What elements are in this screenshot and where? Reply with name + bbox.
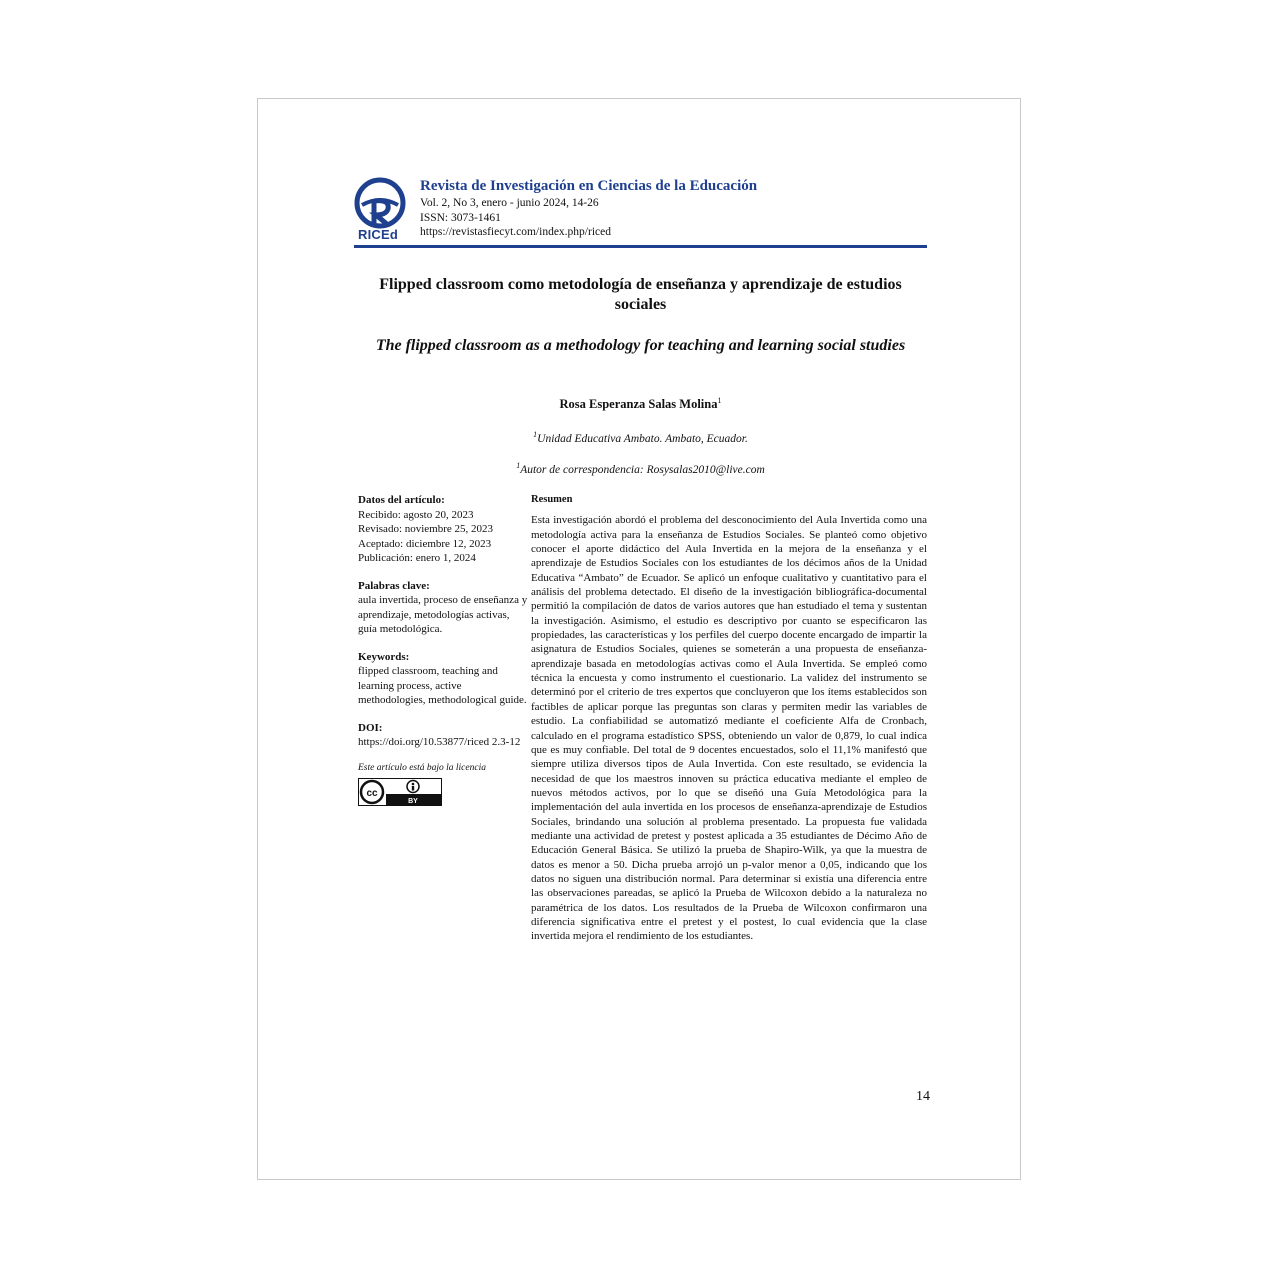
title-english: The flipped classroom as a methodology for teaching and learning social studies	[375, 337, 906, 354]
keywords-spanish	[358, 579, 528, 637]
cc-by-label: BY	[408, 798, 418, 805]
abstract-text: Esta investigación abordó el problema del desconocimiento del Aula Invertida como una metodología activa para la enseñanza de Estudios Sociales. Se planteó como objetivo conocer el aporte didáctico del Aula Invertida en la mejora de la enseñanza y el aprendizaje de Estudios Sociales con los estudiantes de los décimos años de la Unidad Educativa “Ambato” de Ecuador. Se aplicó un enfoque cualitativo y cuantitativo para el análisis del problema detectado. El diseño de la investigación bibliográfica-documental permitió la compilación de datos de varios autores que han estudiado el tema y sustentan la investigación. Asimismo, el estudio es descriptivo por cuanto se especificaron las propiedades, las características y los perfiles del cuerpo docente encargado de impartir la asignatura de Estudios Sociales, quienes se someterán a una propuesta de enseñanza-aprendizaje basada en metodologías activas como el Aula Invertida. Se empleó como técnica la encuesta y como instrumento el cuestionario. La validez del instrumento se determinó por el criterio de tres expertos que concluyeron que los ítems establecidos son factibles de aplicar porque las preguntas son claras y permiten medir las variables de estudio. La confiabilidad se automatizó mediante el coeficiente Alfa de Cronbach, calculado en el programa estadístico SPSS, obteniendo un valor de 0,879, lo cual indica que es muy confiable. Del total de 9 docentes encuestados, solo el 11,1% manifestó que siempre utiliza diversos tipos de Aula Invertida. Con este resultado, se evidencia la necesidad de que los maestros innoven su práctica educativa mediante el empleo de nuevos métodos activos, por lo que se diseñó una Guía Metodológica para la implementación del aula invertida en los procesos de enseñanza-aprendizaje de Estudios Sociales, brindando una solución al problema presentado. La propuesta fue validada mediante una actividad de pretest y postest aplicada a 35 estudiantes de Décimo Año de Educación General Básica. Se utilizó la prueba de Shapiro-Wilk, ya que la muestra de datos es menor a 50. Dicha prueba arrojó un p-valor menor a 0,05, indicando que los datos no siguen una distribución normal. Para determinar si existía una diferencia entre las observaciones pareadas, se aplicó la Prueba de Wilcoxon debido a la naturaleza no paramétrica de los datos. Los resultados de la Prueba de Wilcoxon confirmaron una diferencia significativa entre el pretest y el postest, lo cual evidencia que la clase invertida mejora el rendimiento de los estudiantes.	[531, 514, 927, 943]
doi-heading: DOI:	[358, 721, 383, 734]
accepted-date: Aceptado: diciembre 12, 2023	[358, 537, 492, 550]
author-sup: 1	[717, 396, 722, 405]
journal-url[interactable]: https://revistasfiecyt.com/index.php/riced	[420, 226, 611, 238]
journal-header	[420, 177, 757, 240]
license-block	[358, 761, 528, 811]
revised-date: Revisado: noviembre 25, 2023	[358, 523, 494, 535]
doi-block	[358, 721, 528, 750]
keywords-english	[358, 650, 528, 708]
cc-by-badge[interactable]	[358, 778, 442, 806]
logo-wordmark: RICEd	[358, 227, 398, 242]
affiliation-sup: 1	[533, 430, 538, 439]
author	[354, 396, 927, 412]
header-rule	[354, 245, 927, 248]
keywords-en-heading: Keywords:	[358, 650, 410, 663]
published-date: Publicación: enero 1, 2024	[358, 552, 476, 564]
license-text: Este artículo está bajo la licencia	[358, 762, 486, 773]
correspondence	[354, 461, 927, 476]
abstract-heading: Resumen	[531, 494, 573, 505]
svg-text:cc: cc	[366, 788, 378, 799]
correspondence-sup: 1	[516, 461, 521, 470]
abstract	[531, 493, 927, 944]
article-sidebar	[358, 493, 528, 811]
keywords-en-text: flipped classroom, teaching and learning process, active methodologies, methodological guide.	[358, 665, 527, 706]
journal-volume: Vol. 2, No 3, enero - junio 2024, 14-26	[420, 197, 599, 209]
affiliation	[354, 430, 927, 445]
doi-link[interactable]: https://doi.org/10.53877/riced 2.3-12	[358, 736, 521, 748]
journal-name: Revista de Investigación en Ciencias de la Educación	[420, 178, 758, 194]
paper-page	[257, 98, 1021, 1180]
correspondence-text: Autor de correspondencia: Rosysalas2010@live.com	[520, 463, 765, 476]
received-date: Recibido: agosto 20, 2023	[358, 508, 474, 521]
page-number: 14	[916, 1089, 930, 1104]
journal-issn: ISSN: 3073-1461	[420, 211, 501, 224]
keywords-es-heading: Palabras clave:	[358, 579, 430, 592]
affiliation-text: Unidad Educativa Ambato. Ambato, Ecuador.	[537, 432, 748, 445]
article-data	[358, 493, 528, 566]
author-name: Rosa Esperanza Salas Molina	[559, 397, 718, 412]
article-data-heading: Datos del artículo:	[358, 494, 445, 506]
keywords-es-text: aula invertida, proceso de enseñanza y aprendizaje, metodologías activas, guía metodológica.	[358, 594, 528, 635]
title-spanish: Flipped classroom como metodología de enseñanza y aprendizaje de estudios sociales	[379, 276, 902, 313]
